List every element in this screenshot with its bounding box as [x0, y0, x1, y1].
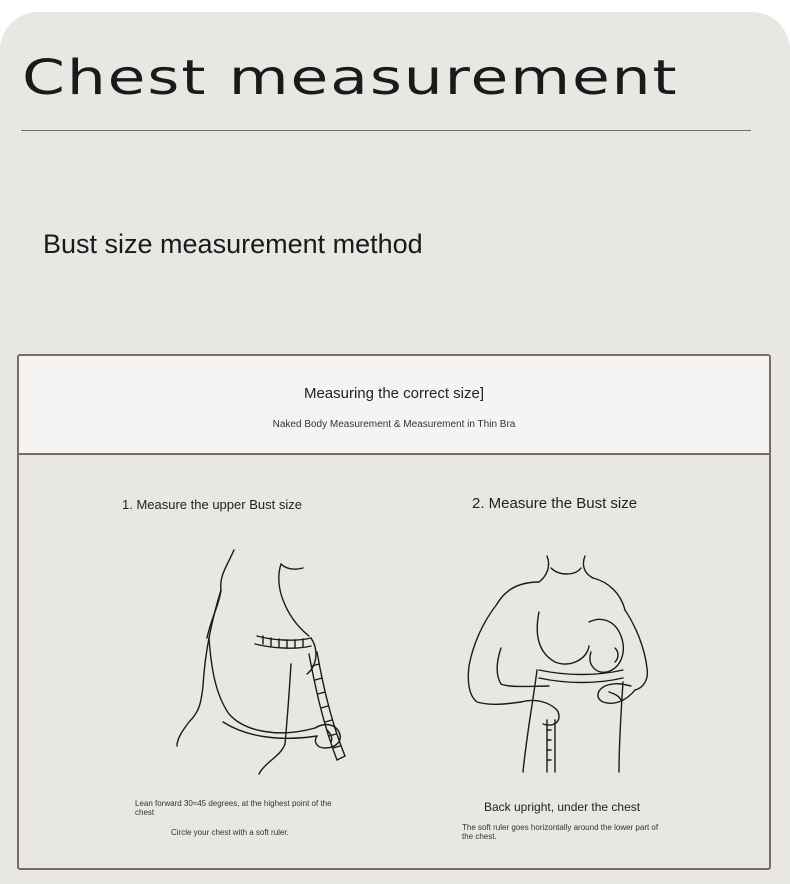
card-header	[19, 356, 769, 455]
page-title: Chest measurement	[22, 50, 679, 106]
bust-measurement-illustration	[439, 552, 669, 774]
section-subtitle: Bust size measurement method	[43, 229, 423, 259]
upper-bust-measurement-illustration	[149, 546, 349, 776]
title-divider	[21, 130, 751, 131]
card-subtitle: Naked Body Measurement & Measurement in Thin Bra	[272, 419, 516, 430]
measurement-card	[17, 354, 771, 870]
step1-note: Lean forward 30≈45 degrees, at the highest point of the chest	[135, 799, 332, 818]
card-title: Measuring the correct size]	[303, 385, 485, 402]
step2-instruction: The soft ruler goes horizontally around the lower part of the chest.	[462, 823, 659, 842]
step1-label: 1. Measure the upper Bust size	[122, 497, 302, 512]
step2-label: 2. Measure the Bust size	[472, 495, 638, 512]
step2-note: Back upright, under the chest	[484, 800, 641, 814]
step1-instruction: Circle your chest with a soft ruler.	[171, 828, 289, 837]
